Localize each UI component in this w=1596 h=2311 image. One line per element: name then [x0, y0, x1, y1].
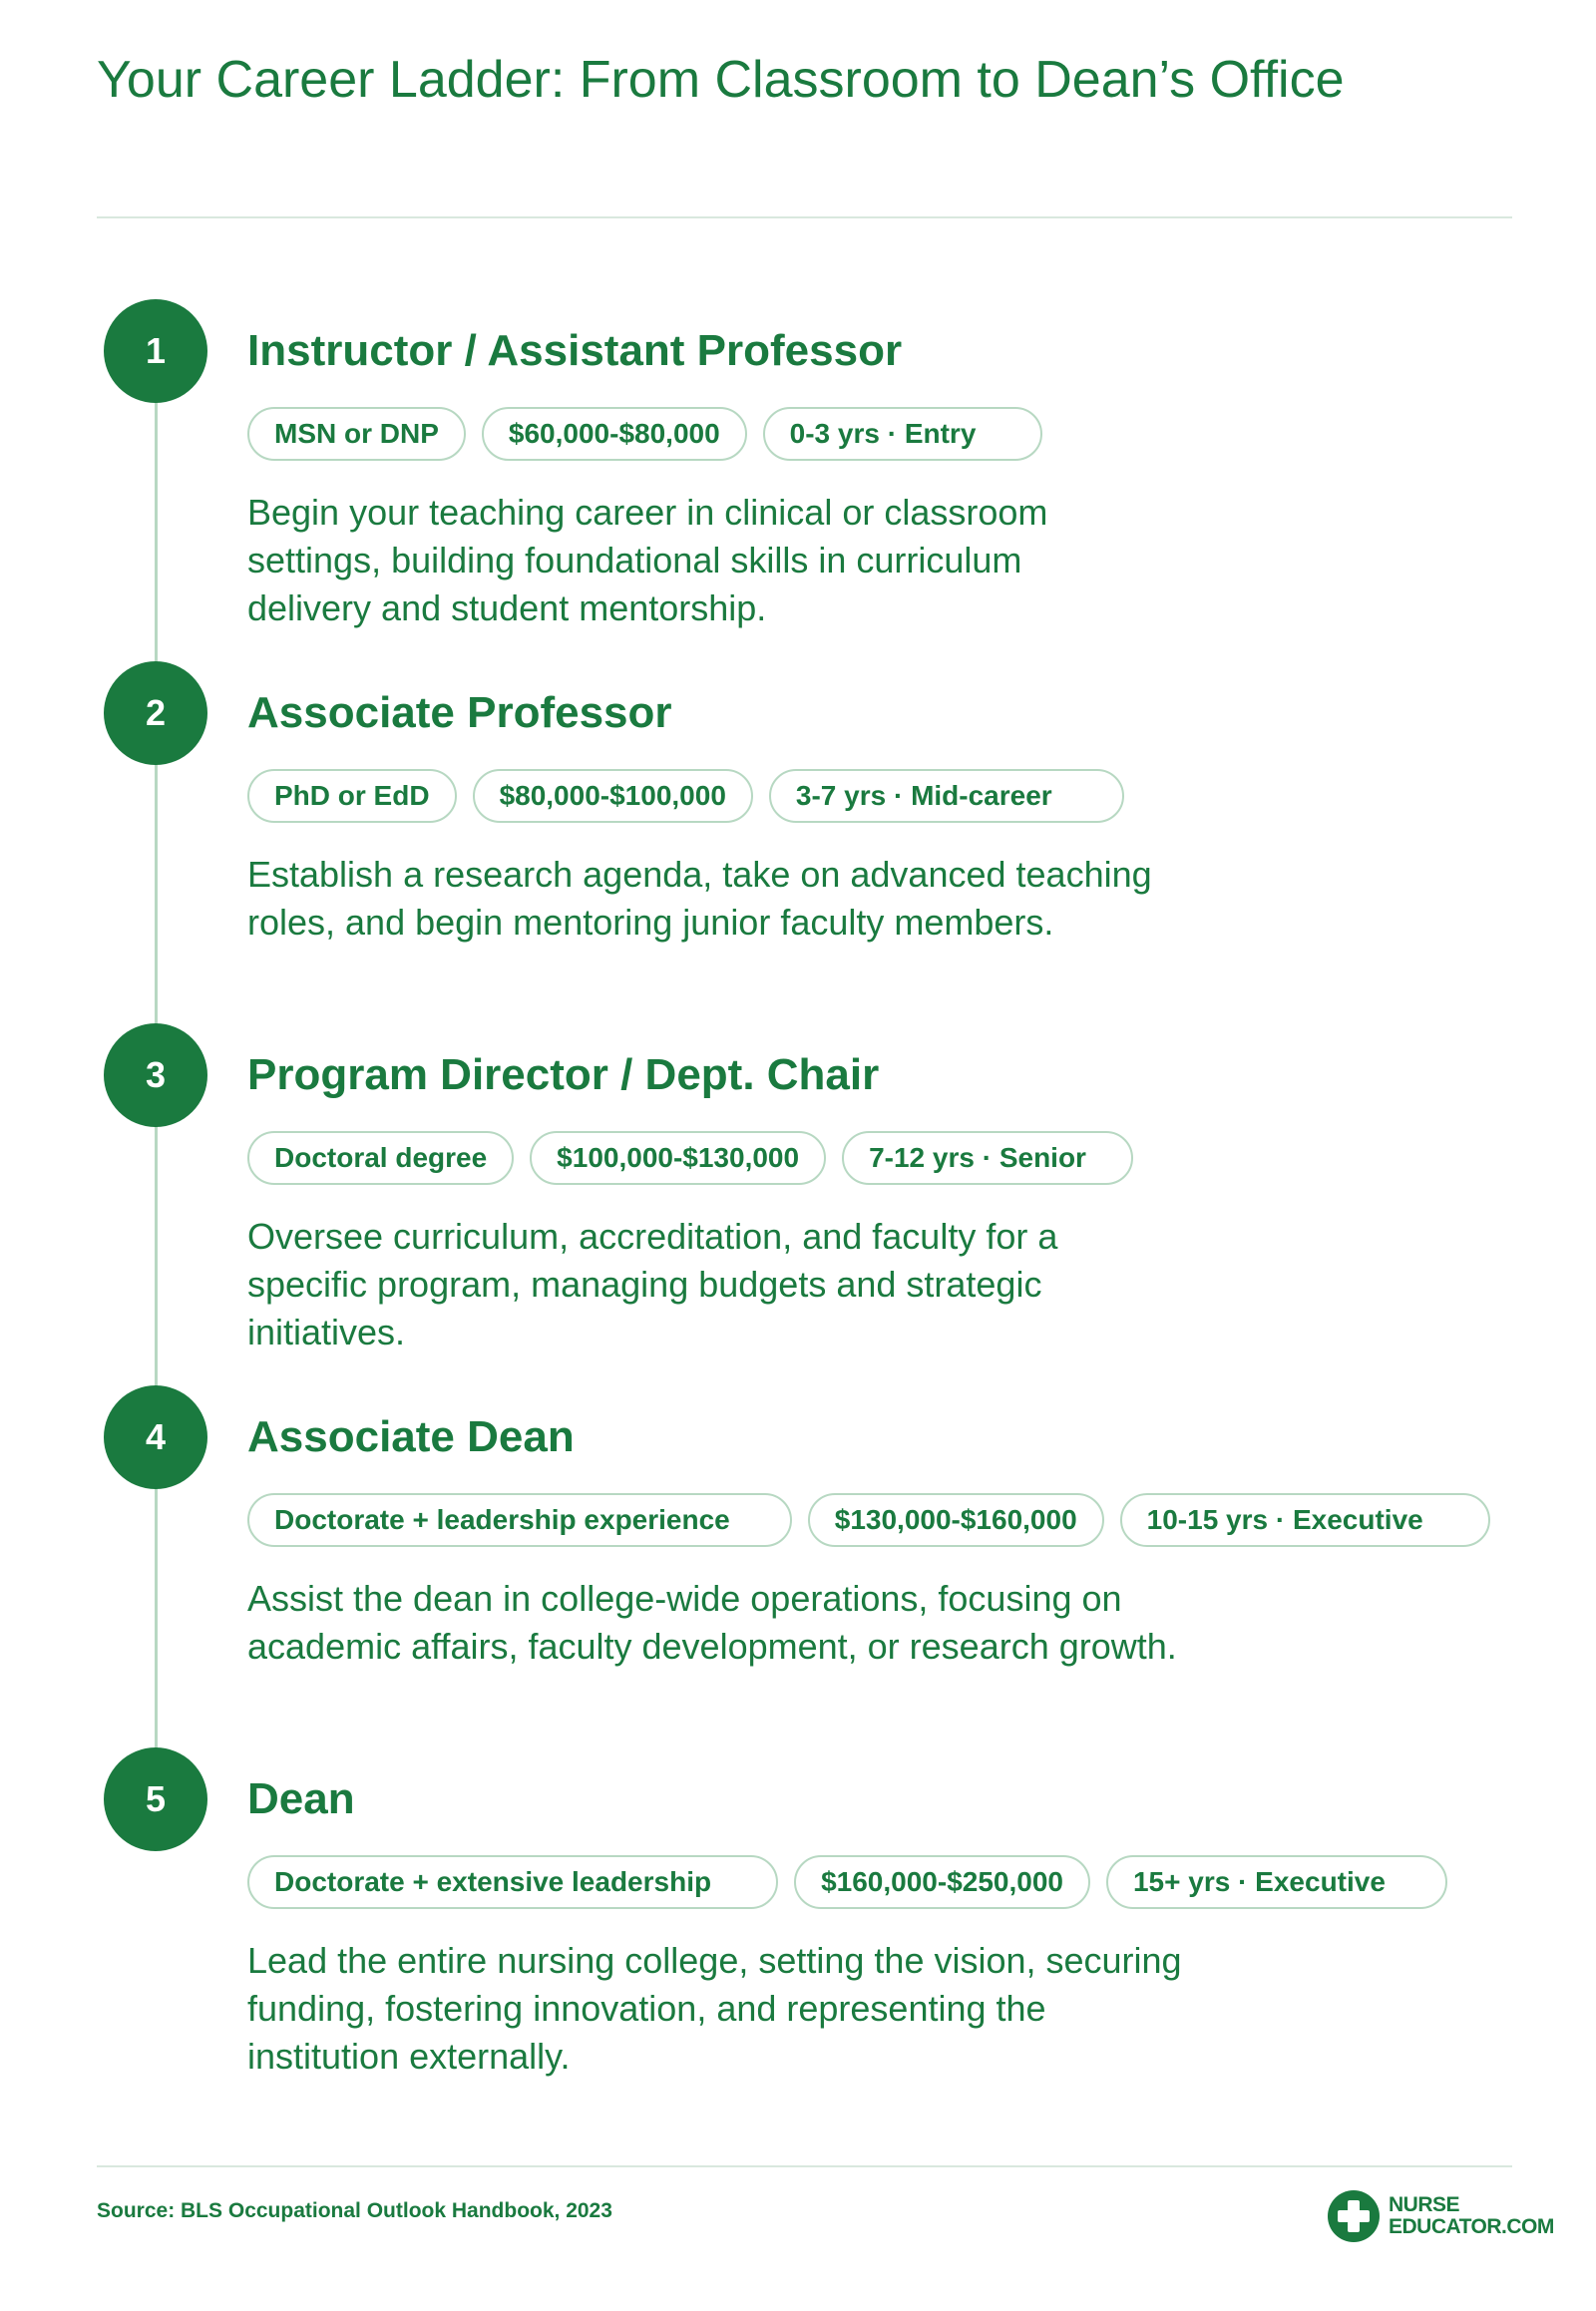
step-number-badge: 1: [104, 299, 207, 403]
career-step-5: [0, 1747, 1596, 2107]
step-description: Lead the entire nursing college, setting the vision, securing funding, fostering innovation, and representing the institution externally.: [247, 1940, 1182, 2077]
career-step-4: [0, 1385, 1596, 1744]
step-description: Oversee curriculum, accreditation, and faculty for a specific program, managing budgets and strategic initiatives.: [247, 1216, 1058, 1352]
experience-tag: 7-12 yrs · Senior: [842, 1131, 1133, 1185]
career-step-2: [0, 661, 1596, 1020]
step-title: Dean: [247, 1774, 355, 1823]
source-citation: Source: BLS Occupational Outlook Handbook, 2023: [97, 2199, 612, 2222]
step-tags: [247, 407, 1042, 461]
logo-line-1: NURSE: [1389, 2193, 1460, 2216]
experience-tag: 3-7 yrs · Mid-career: [769, 769, 1124, 823]
degree-tag: PhD or EdD: [247, 769, 457, 823]
salary-tag: $60,000-$80,000: [482, 407, 747, 461]
step-tags: [247, 1493, 1490, 1547]
footer-divider: [97, 2165, 1512, 2167]
salary-tag: $160,000-$250,000: [794, 1855, 1090, 1909]
step-number-badge: 5: [104, 1747, 207, 1851]
degree-tag: MSN or DNP: [247, 407, 466, 461]
logo-line-2: EDUCATOR.COM: [1389, 2215, 1554, 2238]
step-title: Associate Professor: [247, 688, 672, 737]
degree-tag: Doctorate + leadership experience: [247, 1493, 792, 1547]
step-title: Instructor / Assistant Professor: [247, 326, 903, 375]
step-description: Begin your teaching career in clinical or classroom settings, building foundational skills in curriculum delivery and student mentorship.: [247, 492, 1048, 628]
experience-tag: 10-15 yrs · Executive: [1120, 1493, 1490, 1547]
experience-tag: 15+ yrs · Executive: [1106, 1855, 1447, 1909]
career-step-3: [0, 1023, 1596, 1382]
step-tags: [247, 1855, 1447, 1909]
step-number-badge: 4: [104, 1385, 207, 1489]
salary-tag: $100,000-$130,000: [530, 1131, 826, 1185]
step-description: Establish a research agenda, take on advanced teaching roles, and begin mentoring junior faculty members.: [247, 854, 1152, 943]
degree-tag: Doctorate + extensive leadership: [247, 1855, 778, 1909]
step-title: Associate Dean: [247, 1412, 575, 1461]
step-number-badge: 3: [104, 1023, 207, 1127]
experience-tag: 0-3 yrs · Entry: [763, 407, 1043, 461]
step-description: Assist the dean in college-wide operations, focusing on academic affairs, faculty development, or research growth.: [247, 1578, 1177, 1667]
step-tags: [247, 769, 1124, 823]
salary-tag: $80,000-$100,000: [473, 769, 753, 823]
step-number-badge: 2: [104, 661, 207, 765]
brand-logo: [1327, 2186, 1554, 2246]
page-title: Your Career Ladder: From Classroom to Dean’s Office: [97, 51, 1345, 109]
salary-tag: $130,000-$160,000: [808, 1493, 1104, 1547]
logo-wordmark: [1389, 2194, 1554, 2238]
degree-tag: Doctoral degree: [247, 1131, 514, 1185]
step-title: Program Director / Dept. Chair: [247, 1050, 880, 1099]
medical-cross-icon: [1327, 2189, 1381, 2243]
header-divider: [97, 216, 1512, 218]
career-step-1: [0, 299, 1596, 658]
step-tags: [247, 1131, 1133, 1185]
